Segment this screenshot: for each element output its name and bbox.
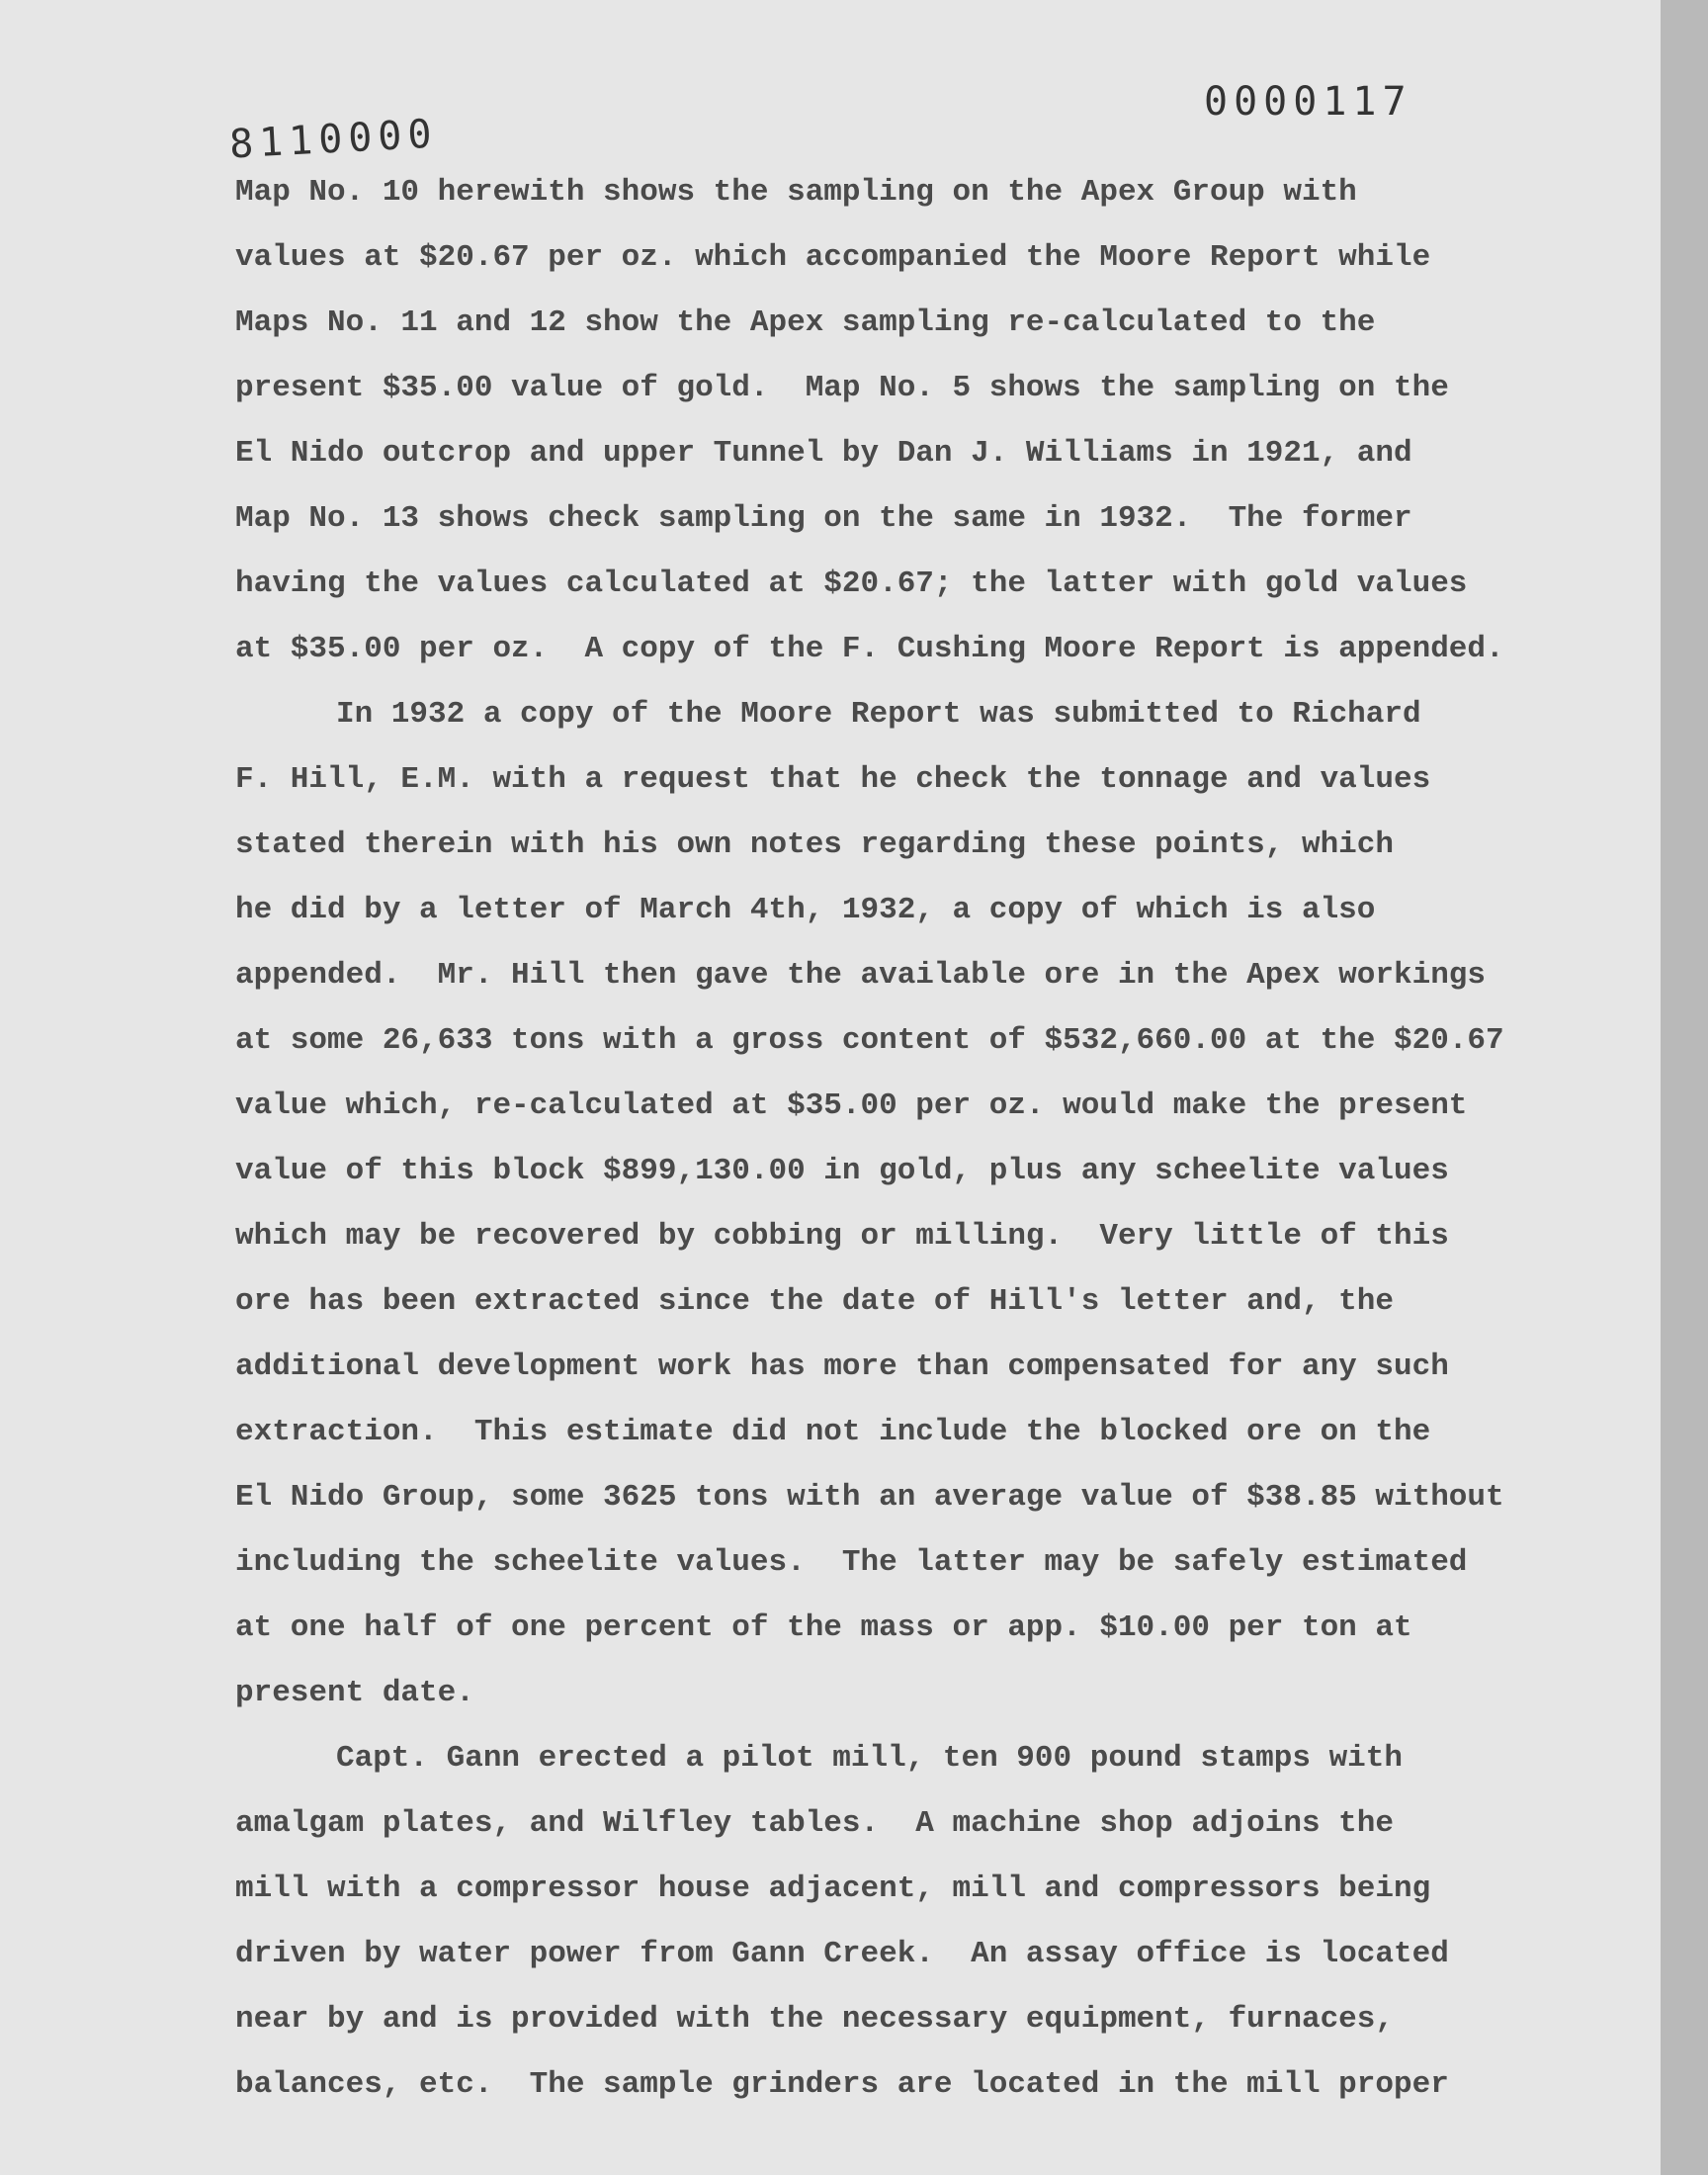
page-stamp-right: 0000117: [1204, 79, 1412, 125]
text-line: Map No. 10 herewith shows the sampling on the Apex Group with: [235, 175, 1357, 210]
text-line: appended. Mr. Hill then gave the available ore in the Apex workings: [235, 958, 1487, 993]
text-line: value which, re-calculated at $35.00 per oz. would make the present: [235, 1088, 1468, 1123]
text-line: ore has been extracted since the date of Hill's letter and, the: [235, 1284, 1394, 1319]
text-line: El Nido Group, some 3625 tons with an average value of $38.85 without: [235, 1480, 1504, 1515]
text-line: which may be recovered by cobbing or milling. Very little of this: [235, 1219, 1449, 1254]
text-line: amalgam plates, and Wilfley tables. A machine shop adjoins the: [235, 1806, 1394, 1841]
text-line: value of this block $899,130.00 in gold, plus any scheelite values: [235, 1154, 1449, 1188]
text-line: at $35.00 per oz. A copy of the F. Cushing Moore Report is appended.: [235, 632, 1504, 666]
text-line: In 1932 a copy of the Moore Report was submitted to Richard: [336, 697, 1421, 732]
text-line: present $35.00 value of gold. Map No. 5 shows the sampling on the: [235, 371, 1449, 405]
text-line: Maps No. 11 and 12 show the Apex sampling re-calculated to the: [235, 305, 1376, 340]
text-line: values at $20.67 per oz. which accompanied the Moore Report while: [235, 240, 1431, 275]
text-line: F. Hill, E.M. with a request that he check the tonnage and values: [235, 762, 1431, 797]
text-line: extraction. This estimate did not include the blocked ore on the: [235, 1415, 1431, 1449]
text-line: he did by a letter of March 4th, 1932, a copy of which is also: [235, 893, 1376, 927]
text-line: near by and is provided with the necessary equipment, furnaces,: [235, 2002, 1394, 2037]
text-line: including the scheelite values. The latter may be safely estimated: [235, 1545, 1468, 1580]
text-line: El Nido outcrop and upper Tunnel by Dan J. Williams in 1921, and: [235, 436, 1412, 471]
document-body: [235, 160, 1619, 2118]
text-line: driven by water power from Gann Creek. An assay office is located: [235, 1937, 1449, 1971]
text-line: Capt. Gann erected a pilot mill, ten 900 pound stamps with: [336, 1741, 1403, 1776]
text-line: at one half of one percent of the mass or app. $10.00 per ton at: [235, 1610, 1412, 1645]
page-edge-shadow: [1661, 0, 1708, 2175]
text-line: mill with a compressor house adjacent, mill and compressors being: [235, 1871, 1431, 1906]
text-line: having the values calculated at $20.67; the latter with gold values: [235, 566, 1468, 601]
text-line: Map No. 13 shows check sampling on the same in 1932. The former: [235, 501, 1412, 536]
text-line: present date.: [235, 1676, 474, 1710]
text-line: additional development work has more than compensated for any such: [235, 1349, 1449, 1384]
text-line: stated therein with his own notes regarding these points, which: [235, 827, 1394, 862]
text-line: balances, etc. The sample grinders are located in the mill proper: [235, 2067, 1449, 2102]
page-stamp-left: 8110000: [227, 111, 439, 168]
text-line: at some 26,633 tons with a gross content of $532,660.00 at the $20.67: [235, 1023, 1504, 1058]
